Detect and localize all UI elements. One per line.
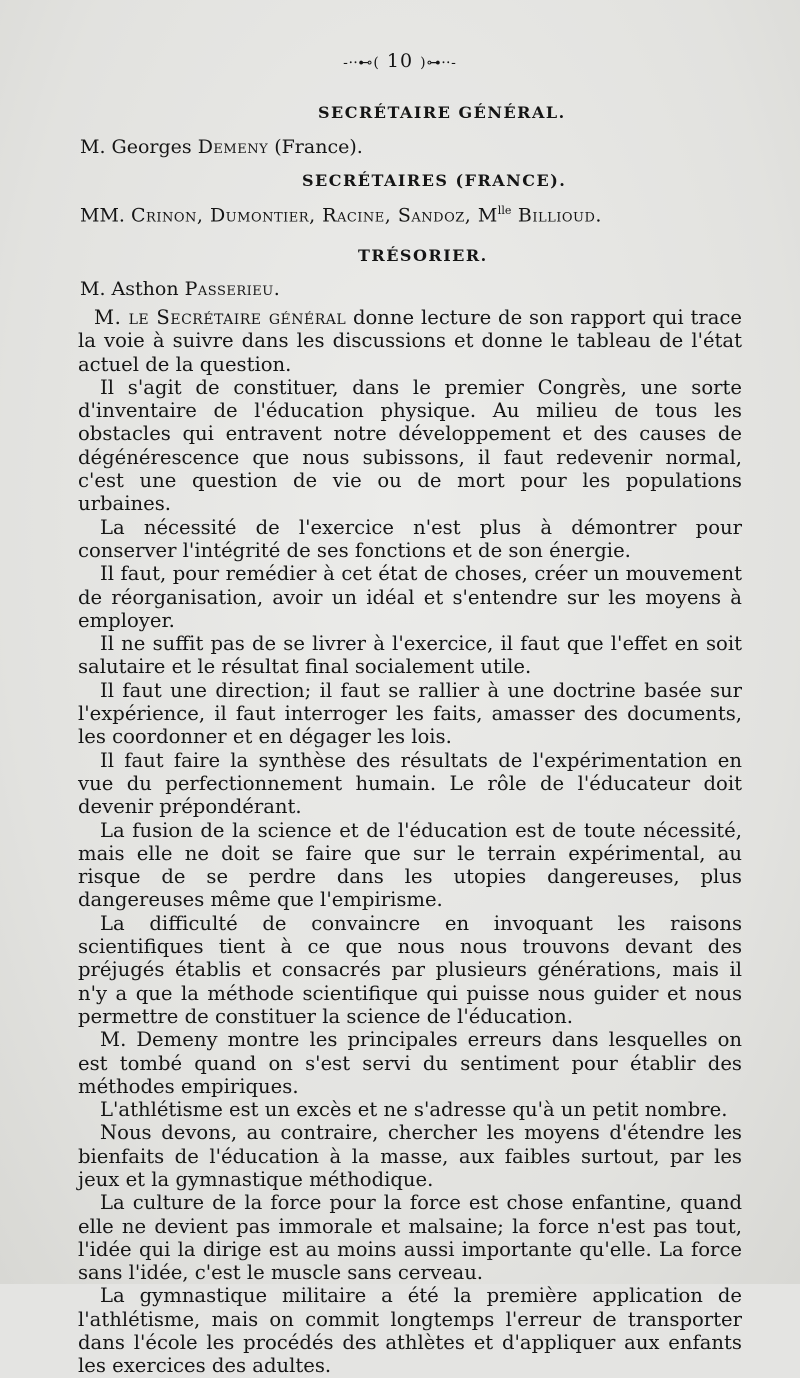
paragraph: Nous devons, au contraire, chercher les moyens d'étendre les bienfaits de l'éducation à la masse, aux faibles surtout, par les jeux et la gymnastique méthodique. (78, 1121, 742, 1191)
paragraph: La culture de la force pour la force est chose enfantine, quand elle ne devient pas immorale et malsaine; la force n'est pas tout, l'idée qui la dirige est au moins aussi importante qu'elle. La force sans l'idée, c'est le muscle sans cerveau. (78, 1191, 742, 1285)
paragraph: Il faut faire la synthèse des résultats de l'expérimentation en vue du perfectionnement humain. Le rôle de l'éducateur doit devenir prépondérant. (78, 748, 742, 819)
paragraph: M. Demeny montre les principales erreurs dans lesquelles on est tombé quand on s'est servi du sentiment pour établir des méthodes empiriques. (78, 1028, 742, 1098)
heading-secretaires: SECRÉTAIRES (FRANCE). (302, 171, 567, 190)
paragraph (78, 306, 742, 376)
paragraph-lead: M. le Secrétaire général (94, 306, 347, 329)
paragraph: La difficulté de convaincre en invoquant les raisons scientifiques tient à ce que nous nous trouvons devant des préjugés établis et consacrés par plusieurs générations, mais il n'y a que la méthode scientifique qui puisse nous guider et nous permettre de constituer la science de l'éducation. (78, 911, 742, 1028)
officer-name: Demeny (197, 136, 269, 158)
paragraph: Il faut, pour remédier à cet état de choses, créer un mouvement de réorganisation, avoir un idéal et s'entendre sur les moyens à employer. (78, 562, 742, 632)
report-body (78, 306, 742, 1378)
paragraph: Il faut une direction; il faut se rallier à une doctrine basée sur l'expérience, il faut interroger les faits, amasser des documents, les coordonner et en dégager les lois. (78, 678, 742, 749)
heading-tresorier: TRÉSORIER. (358, 246, 488, 265)
page-folio (0, 50, 800, 72)
folio-left-ornament: -⸱⸱⊷( (343, 55, 380, 71)
officer-name-last: Billioud. (511, 204, 602, 227)
officer-line-treasurer (80, 278, 280, 300)
officer-names: Crinon, Dumontier, Racine, Sandoz, M (131, 204, 498, 227)
officer-suffix: (France). (268, 136, 363, 158)
officer-line-secretary-general (80, 136, 363, 158)
paragraph: La fusion de la science et de l'éducation est de toute nécessité, mais elle ne doit se faire que sur le terrain expérimental, au risque de se perdre dans les utopies dangereuses, plus dangereuses même que l'empirisme. (78, 818, 742, 912)
paragraph-text: donne lecture de son rapport qui trace la voie à suivre dans les discussions et donne le tableau de l'état actuel de la question. (78, 306, 742, 376)
paragraph: Il s'agit de constituer, dans le premier Congrès, une sorte d'inventaire de l'éducation physique. Au milieu de tous les obstacles qui entravent notre développement et des causes de dégénérescence que nous subissons, il faut redevenir normal, c'est une question de vie ou de mort pour les populations urbaines. (78, 375, 742, 516)
officer-line-secretaries (80, 204, 602, 226)
officer-title-sup: lle (497, 204, 512, 217)
officer-prefix: M. Georges (80, 136, 198, 158)
paragraph: Il ne suffit pas de se livrer à l'exercice, il faut que l'effet en soit salutaire et le résultat final socialement utile. (78, 632, 742, 679)
officer-name: Passerieu. (184, 278, 281, 300)
heading-secretaire-general: SECRÉTAIRE GÉNÉRAL. (318, 103, 566, 122)
folio-right-ornament: )⊶⸱⸱- (420, 55, 457, 71)
officer-prefix: M. Asthon (80, 278, 185, 300)
paragraph: L'athlétisme est un excès et ne s'adresse qu'à un petit nombre. (100, 1098, 728, 1122)
paragraph: La gymnastique militaire a été la première application de l'athlétisme, mais on commit longtemps l'erreur de transporter dans l'école les procédés des athlètes et d'appliquer aux enfants les exercices des adultes. (78, 1284, 742, 1378)
page-number: 10 (386, 50, 414, 72)
paragraph: La nécessité de l'exercice n'est plus à démontrer pour conserver l'intégrité de ses fonctions et de son énergie. (78, 515, 742, 562)
officer-prefix: MM. (80, 204, 131, 227)
